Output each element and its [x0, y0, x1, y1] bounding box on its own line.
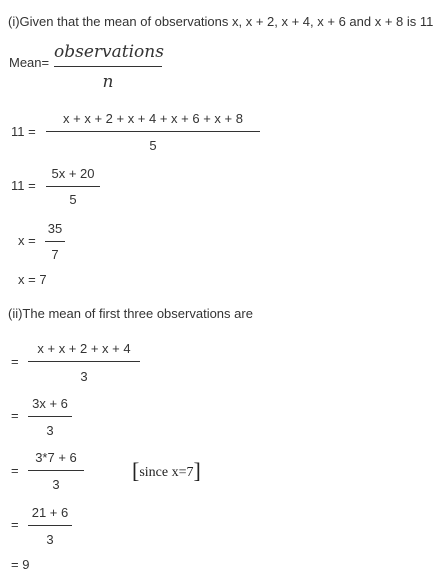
fraction-bar — [28, 470, 84, 471]
step3-lhs: x = — [18, 233, 36, 248]
since-note-text: since x=7 — [139, 465, 194, 480]
step1-lhs: 11 = — [11, 124, 36, 139]
fraction-bar — [28, 361, 140, 362]
s4-denominator: 3 — [46, 532, 54, 547]
step3-numerator: 35 — [47, 221, 63, 236]
fraction-bar — [54, 66, 162, 67]
s1-denominator: 3 — [80, 369, 88, 384]
mean-denominator: n — [102, 72, 114, 92]
step2-lhs: 11 = — [11, 178, 36, 193]
fraction-bar — [46, 186, 100, 187]
mean-numerator: observations — [54, 42, 164, 62]
part2-intro: (ii)The mean of first three observations are — [8, 306, 253, 321]
s2-denominator: 3 — [46, 423, 54, 438]
part1-result: x = 7 — [18, 272, 47, 287]
s1-numerator: x + x + 2 + x + 4 — [37, 341, 131, 356]
step1-numerator: x + x + 2 + x + 4 + x + 6 + x + 8 — [63, 111, 243, 126]
fraction-bar — [28, 416, 72, 417]
step2-numerator: 5x + 20 — [51, 166, 95, 181]
part1-intro: (i)Given that the mean of observations x, x + 2, x + 4, x + 6 and x + 8 is 11 — [8, 14, 434, 29]
s3-numerator: 3*7 + 6 — [35, 450, 77, 465]
step3-denominator: 7 — [51, 247, 59, 262]
part2-result: = 9 — [11, 557, 30, 572]
s2-numerator: 3x + 6 — [32, 396, 68, 411]
fraction-bar — [45, 241, 65, 242]
step-equals: = — [11, 517, 19, 532]
fraction-bar — [46, 131, 260, 132]
s3-denominator: 3 — [52, 477, 60, 492]
fraction-bar — [28, 525, 72, 526]
step1-denominator: 5 — [149, 138, 157, 153]
mean-label: Mean= — [9, 55, 50, 70]
since-note: [since x=7] — [132, 458, 201, 483]
step2-denominator: 5 — [69, 192, 77, 207]
step-equals: = — [11, 463, 19, 478]
step-equals: = — [11, 408, 19, 423]
s4-numerator: 21 + 6 — [31, 505, 69, 520]
step-equals: = — [11, 354, 19, 369]
